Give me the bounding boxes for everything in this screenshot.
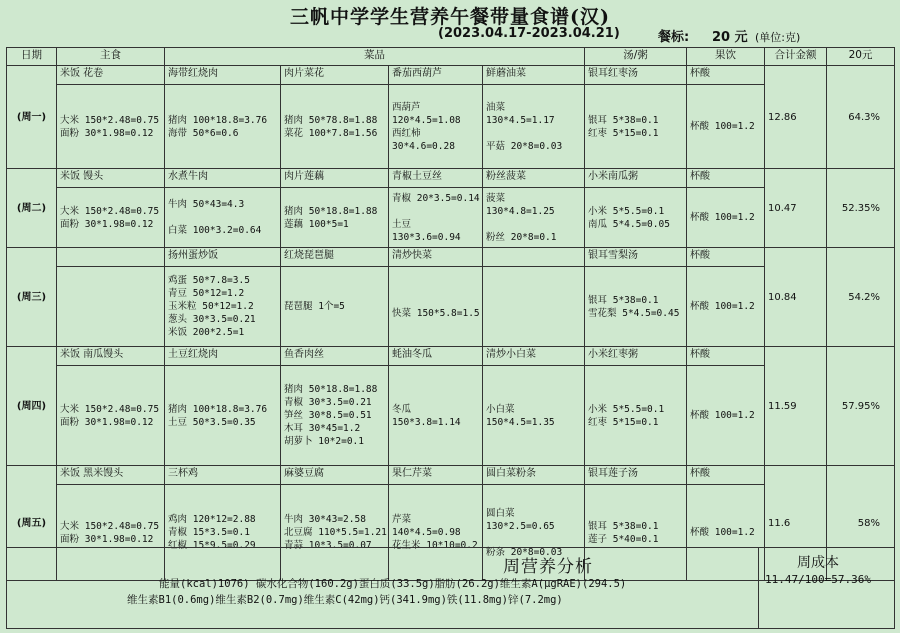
dish-name: 海带红烧肉	[165, 66, 281, 85]
col-soup: 汤/粥	[585, 48, 687, 66]
ingredient-line: 银耳 5*38=0.1	[588, 520, 659, 532]
dish-ingredients	[281, 188, 389, 248]
ingredient-row	[7, 267, 895, 347]
dish-ingredients	[483, 366, 585, 466]
ingredient-line: 猪肉 100*18.8=3.76	[168, 403, 268, 415]
dish-ingredients	[281, 267, 389, 347]
ingredient-line: 大米 150*2.48=0.75	[60, 520, 160, 532]
ingredient-line: 芹菜	[392, 514, 412, 525]
staple-ingredients	[57, 85, 165, 169]
dish-name: 蚝油冬瓜	[389, 347, 483, 366]
ingredient-line: 雪花梨 5*4.5=0.45	[588, 307, 680, 319]
ingredient-line: 土豆	[392, 218, 412, 230]
ingredient-line	[486, 218, 581, 231]
col-fruit: 果饮	[687, 48, 765, 66]
ingredient-row	[7, 366, 895, 466]
fruit-name: 杯酸	[687, 66, 765, 85]
ingredient-line: 130*3.6=0.94	[392, 231, 461, 243]
nutrition-analysis	[6, 547, 759, 629]
ingredient-line: 莲藕 100*5=1	[284, 218, 349, 230]
dish-ingredients	[281, 366, 389, 466]
dish-ingredients	[389, 85, 483, 169]
fruit-ingredients	[687, 85, 765, 169]
ingredient-line: 猪肉 50*78.8=1.88	[284, 114, 378, 126]
ingredient-line: 大米 150*2.48=0.75	[60, 403, 160, 415]
staple-name: 米饭 黑米馒头	[57, 466, 165, 485]
header-row	[7, 48, 895, 66]
meal-standard-value: 20 元	[712, 30, 748, 45]
ingredient-line: 青豆 50*12=1.2	[168, 288, 245, 299]
soup-name: 银耳红枣汤	[585, 66, 687, 85]
fruit-name: 杯酸	[687, 248, 765, 267]
ingredient-line: 30*4.6=0.28	[392, 140, 455, 152]
weekly-cost-value: 11.47/100=57.36%	[765, 573, 871, 586]
soup-name: 小米红枣粥	[585, 347, 687, 366]
ingredient-line	[392, 294, 479, 307]
fruit-ingredients	[687, 366, 765, 466]
ingredient-line: 琵琶腿 1个=5	[284, 301, 345, 312]
fruit-name: 杯酸	[687, 466, 765, 485]
day-label: (周四)	[7, 347, 57, 466]
dish-name: 青椒土豆丝	[389, 169, 483, 188]
total-cost: 10.47	[765, 169, 827, 248]
dish-ingredients	[165, 267, 281, 347]
ingredient-line: 北豆腐 110*5.5=1.21	[284, 527, 387, 538]
ingredient-line: 杯酸 100=1.2	[690, 301, 755, 312]
dish-name-row	[7, 66, 895, 85]
weekly-cost-title: 周成本	[797, 555, 839, 571]
day-label: (周三)	[7, 248, 57, 347]
soup-ingredients	[585, 85, 687, 169]
dish-ingredients	[483, 267, 585, 347]
ingredient-line: 西红柿	[392, 127, 421, 139]
soup-name: 银耳雪梨汤	[585, 248, 687, 267]
analysis-title: 周营养分析	[503, 557, 593, 577]
total-cost: 11.6	[765, 466, 827, 581]
ingredient-line: 红枣 5*15=0.1	[588, 416, 659, 428]
cost-ratio: 52.35%	[827, 169, 895, 248]
ingredient-line: 笋丝 30*8.5=0.51	[284, 410, 372, 421]
ingredient-line: 小米 5*5.5=0.1	[588, 403, 665, 415]
ingredient-line: 猪肉 50*18.8=1.88	[284, 205, 378, 217]
cost-ratio: 57.95%	[827, 347, 895, 466]
day-label: (周五)	[7, 466, 57, 581]
dish-ingredients	[165, 85, 281, 169]
ingredient-line: 150*3.8=1.14	[392, 416, 461, 428]
dish-name-row	[7, 248, 895, 267]
dish-name: 三杯鸡	[165, 466, 281, 485]
ingredient-line: 杯酸 100=1.2	[690, 527, 755, 538]
ingredient-line: 粉丝 20*8=0.1	[486, 231, 557, 243]
ingredient-line: 葱头 30*3.5=0.21	[168, 314, 256, 325]
ingredient-line: 花生米 10*10=0.2	[392, 540, 478, 551]
ingredient-line: 油菜	[486, 101, 506, 113]
cost-ratio: 58%	[827, 466, 895, 581]
soup-ingredients	[585, 366, 687, 466]
day-label: (周二)	[7, 169, 57, 248]
col-ratio: 20元	[827, 48, 895, 66]
ingredient-line: 130*2.5=0.65	[486, 520, 555, 532]
dish-ingredients	[483, 85, 585, 169]
date-period: (2023.04.17-2023.04.21)	[438, 26, 620, 41]
dish-name: 肉片莲藕	[281, 169, 389, 188]
dish-name: 扬州蛋炒饭	[165, 248, 281, 267]
nutrition-line-2: 维生素B1(0.6mg)维生素B2(0.7mg)维生素C(42mg)钙(341.9mg)铁(11.8mg)锌(7.2mg)	[127, 594, 563, 606]
ingredient-line: 冬瓜	[392, 403, 412, 415]
dish-ingredients	[281, 85, 389, 169]
dish-name: 鲜蘑油菜	[483, 66, 585, 85]
ingredient-line: 杯酸 100=1.2	[690, 212, 755, 223]
dish-name: 清炒小白菜	[483, 347, 585, 366]
ingredient-line: 青蒜 10*3.5=0.07	[284, 540, 372, 551]
ingredient-line: 白菜 100*3.2=0.64	[168, 225, 262, 236]
weekly-cost-box	[758, 547, 895, 629]
dish-name: 粉丝菠菜	[483, 169, 585, 188]
ingredient-line: 130*4.5=1.17	[486, 114, 555, 126]
dish-name: 果仁芹菜	[389, 466, 483, 485]
ingredient-line: 快菜 150*5.8=1.5	[392, 307, 480, 319]
ingredient-line: 鸡蛋 50*7.8=3.5	[168, 275, 250, 286]
total-cost: 12.86	[765, 66, 827, 169]
soup-name: 小米南瓜粥	[585, 169, 687, 188]
ingredient-line: 青椒 20*3.5=0.14	[392, 192, 480, 204]
total-cost: 10.84	[765, 248, 827, 347]
dish-ingredients	[389, 267, 483, 347]
dish-ingredients	[483, 188, 585, 248]
ingredient-line: 鸡肉 120*12=2.88	[168, 514, 256, 525]
ingredient-line: 玉米粒 50*12=1.2	[168, 301, 254, 312]
fruit-ingredients	[687, 267, 765, 347]
ingredient-line: 杯酸 100=1.2	[690, 121, 755, 132]
staple-ingredients	[57, 366, 165, 466]
ingredient-line: 青椒 30*3.5=0.21	[284, 397, 372, 408]
col-day: 日期	[7, 48, 57, 66]
ingredient-row	[7, 188, 895, 248]
unit-note: (单位:克)	[755, 31, 801, 44]
ingredient-line: 南瓜 5*4.5=0.05	[588, 218, 670, 230]
ingredient-line: 土豆 50*3.5=0.35	[168, 416, 256, 428]
ingredient-line: 面粉 30*1.98=0.12	[60, 218, 154, 230]
col-staple: 主食	[57, 48, 165, 66]
ingredient-line: 小白菜	[486, 403, 515, 415]
dish-ingredients	[389, 188, 483, 248]
dish-name: 圆白菜粉条	[483, 466, 585, 485]
ingredient-line	[486, 533, 581, 546]
dish-name: 清炒快菜	[389, 248, 483, 267]
ingredient-line: 140*4.5=0.98	[392, 527, 461, 538]
menu-table	[6, 47, 895, 581]
dish-ingredients	[165, 188, 281, 248]
soup-name: 银耳莲子汤	[585, 466, 687, 485]
ingredient-line: 牛肉 30*43=2.58	[284, 514, 366, 525]
ingredient-line: 杯酸 100=1.2	[690, 410, 755, 421]
dish-name: 红烧琵琶腿	[281, 248, 389, 267]
ingredient-line: 西葫芦	[392, 101, 421, 113]
ingredient-line: 130*4.8=1.25	[486, 205, 555, 217]
cost-ratio: 64.3%	[827, 66, 895, 169]
ingredient-line: 圆白菜	[486, 507, 515, 519]
ingredient-line: 面粉 30*1.98=0.12	[60, 127, 154, 139]
ingredient-line	[486, 127, 581, 140]
ingredient-row	[7, 85, 895, 169]
dish-name-row	[7, 466, 895, 485]
nutrition-line-1: 能量(kcal)1076) 碳水化合物(160.2g)蛋白质(33.5g)脂肪(26.2g)维生素A(μgRAE)(294.5)	[159, 578, 627, 590]
staple-ingredients	[57, 267, 165, 347]
fruit-ingredients	[687, 188, 765, 248]
ingredient-line: 米饭 200*2.5=1	[168, 327, 245, 338]
dish-name: 鱼香肉丝	[281, 347, 389, 366]
dish-name: 土豆红烧肉	[165, 347, 281, 366]
ingredient-line: 菠菜	[486, 192, 506, 204]
ingredient-line: 青椒 15*3.5=0.1	[168, 527, 250, 538]
fruit-name: 杯酸	[687, 169, 765, 188]
ingredient-line: 猪肉 100*18.8=3.76	[168, 114, 268, 126]
ingredient-line: 平菇 20*8=0.03	[486, 140, 563, 152]
ingredient-line: 150*4.5=1.35	[486, 416, 555, 428]
dish-name-row	[7, 169, 895, 188]
staple-name	[57, 248, 165, 267]
ingredient-line: 面粉 30*1.98=0.12	[60, 533, 154, 545]
soup-ingredients	[585, 188, 687, 248]
fruit-name: 杯酸	[687, 347, 765, 366]
dish-name-row	[7, 347, 895, 366]
ingredient-line: 木耳 30*45=1.2	[284, 423, 361, 434]
ingredient-line: 红椒 15*9.5=0.29	[168, 540, 256, 551]
ingredient-line: 粉条 20*8=0.03	[486, 546, 563, 558]
col-dishes: 菜品	[165, 48, 585, 66]
soup-ingredients	[585, 267, 687, 347]
page-title: 三帆中学学生营养午餐带量食谱(汉)	[290, 6, 610, 28]
staple-name: 米饭 南瓜馒头	[57, 347, 165, 366]
ingredient-line: 牛肉 50*43=4.3	[168, 199, 245, 210]
staple-name: 米饭 馒头	[57, 169, 165, 188]
ingredient-line: 120*4.5=1.08	[392, 114, 461, 126]
col-total: 合计金额	[765, 48, 827, 66]
ingredient-line: 胡萝卜 10*2=0.1	[284, 436, 364, 447]
ingredient-line: 猪肉 50*18.8=1.88	[284, 384, 378, 395]
total-cost: 11.59	[765, 347, 827, 466]
ingredient-line: 红枣 5*15=0.1	[588, 127, 659, 139]
staple-name: 米饭 花卷	[57, 66, 165, 85]
ingredient-line: 莲子 5*40=0.1	[588, 533, 659, 545]
ingredient-line	[392, 205, 479, 218]
meal-standard-label: 餐标:	[658, 30, 690, 45]
ingredient-line: 银耳 5*38=0.1	[588, 294, 659, 306]
cost-ratio: 54.2%	[827, 248, 895, 347]
staple-ingredients	[57, 188, 165, 248]
ingredient-line: 大米 150*2.48=0.75	[60, 114, 160, 126]
ingredient-line: 银耳 5*38=0.1	[588, 114, 659, 126]
dish-name: 番茄西葫芦	[389, 66, 483, 85]
dish-name: 肉片菜花	[281, 66, 389, 85]
dish-ingredients	[389, 366, 483, 466]
day-label: (周一)	[7, 66, 57, 169]
ingredient-line: 海带 50*6=0.6	[168, 127, 239, 139]
ingredient-line: 面粉 30*1.98=0.12	[60, 416, 154, 428]
dish-ingredients	[165, 366, 281, 466]
dish-name: 水煮牛肉	[165, 169, 281, 188]
dish-name	[483, 248, 585, 267]
ingredient-line: 小米 5*5.5=0.1	[588, 205, 665, 217]
ingredient-line: 大米 150*2.48=0.75	[60, 205, 160, 217]
ingredient-line	[168, 211, 277, 224]
menu-body	[7, 66, 895, 581]
ingredient-line: 菜花 100*7.8=1.56	[284, 127, 378, 139]
dish-name: 麻婆豆腐	[281, 466, 389, 485]
